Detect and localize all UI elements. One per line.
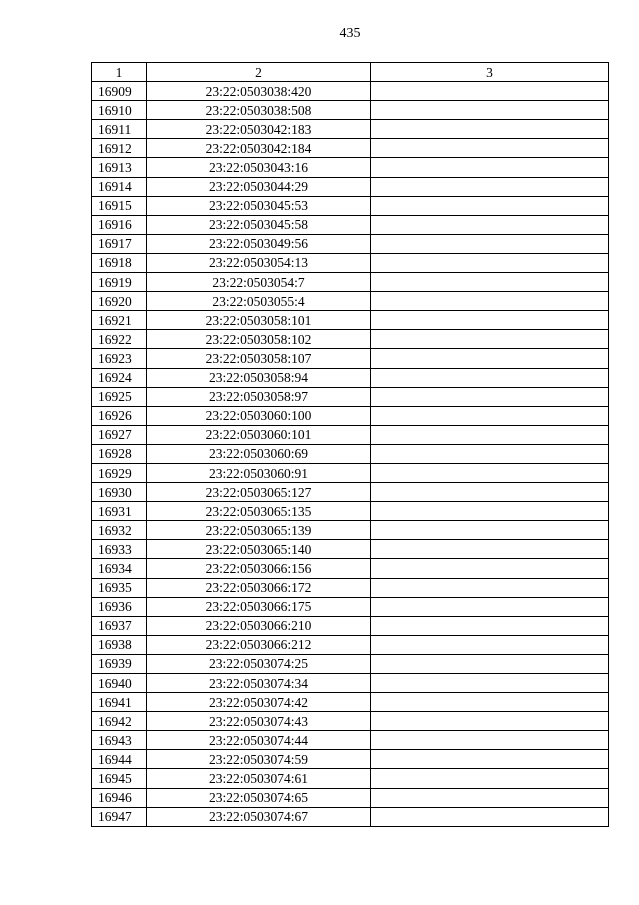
row-number-cell: 16943 [92,731,147,750]
row-number-cell: 16931 [92,502,147,521]
row-number-cell: 16910 [92,101,147,120]
row-number-cell: 16935 [92,578,147,597]
notes-cell [371,292,609,311]
table-row [92,215,609,234]
table-row [92,253,609,272]
column-header-1: 1 [92,63,147,82]
notes-cell [371,101,609,120]
column-header-2: 2 [147,63,371,82]
cadastral-number-cell: 23:22:0503074:59 [147,750,371,769]
notes-cell [371,196,609,215]
cadastral-number-cell: 23:22:0503045:53 [147,196,371,215]
row-number-cell: 16929 [92,463,147,482]
table-row [92,311,609,330]
notes-cell [371,215,609,234]
cadastral-number-cell: 23:22:0503066:175 [147,597,371,616]
notes-cell [371,597,609,616]
notes-cell [371,731,609,750]
table-row [92,463,609,482]
table-header-row [92,63,609,82]
notes-cell [371,712,609,731]
table-row [92,177,609,196]
cadastral-number-cell: 23:22:0503042:183 [147,120,371,139]
row-number-cell: 16911 [92,120,147,139]
notes-cell [371,444,609,463]
notes-cell [371,521,609,540]
cadastral-number-cell: 23:22:0503058:97 [147,387,371,406]
cadastral-number-cell: 23:22:0503054:7 [147,273,371,292]
notes-cell [371,368,609,387]
cadastral-number-cell: 23:22:0503045:58 [147,215,371,234]
table-row [92,616,609,635]
row-number-cell: 16934 [92,559,147,578]
cadastral-number-cell: 23:22:0503074:34 [147,674,371,693]
row-number-cell: 16921 [92,311,147,330]
cadastral-number-cell: 23:22:0503058:102 [147,330,371,349]
table-row [92,521,609,540]
notes-cell [371,483,609,502]
row-number-cell: 16924 [92,368,147,387]
notes-cell [371,674,609,693]
table-row [92,82,609,101]
notes-cell [371,616,609,635]
cadastral-number-cell: 23:22:0503074:44 [147,731,371,750]
cadastral-number-cell: 23:22:0503066:210 [147,616,371,635]
table-row [92,444,609,463]
cadastral-number-cell: 23:22:0503074:65 [147,788,371,807]
row-number-cell: 16936 [92,597,147,616]
table-row [92,158,609,177]
table-row [92,330,609,349]
cadastral-number-cell: 23:22:0503066:156 [147,559,371,578]
row-number-cell: 16941 [92,693,147,712]
row-number-cell: 16909 [92,82,147,101]
notes-cell [371,349,609,368]
row-number-cell: 16912 [92,139,147,158]
table-body [92,82,609,827]
row-number-cell: 16930 [92,483,147,502]
cadastral-number-cell: 23:22:0503074:61 [147,769,371,788]
cadastral-number-cell: 23:22:0503058:94 [147,368,371,387]
notes-cell [371,387,609,406]
row-number-cell: 16928 [92,444,147,463]
notes-cell [371,406,609,425]
cadastral-number-cell: 23:22:0503060:100 [147,406,371,425]
notes-cell [371,559,609,578]
notes-cell [371,273,609,292]
column-header-3: 3 [371,63,609,82]
row-number-cell: 16932 [92,521,147,540]
notes-cell [371,693,609,712]
table-row [92,578,609,597]
table-row [92,387,609,406]
cadastral-number-cell: 23:22:0503058:101 [147,311,371,330]
cadastral-number-cell: 23:22:0503066:212 [147,635,371,654]
table-row [92,635,609,654]
cadastral-number-cell: 23:22:0503044:29 [147,177,371,196]
row-number-cell: 16946 [92,788,147,807]
table-row [92,101,609,120]
cadastral-number-cell: 23:22:0503074:42 [147,693,371,712]
row-number-cell: 16919 [92,273,147,292]
cadastral-number-cell: 23:22:0503038:508 [147,101,371,120]
notes-cell [371,769,609,788]
cadastral-number-cell: 23:22:0503060:101 [147,425,371,444]
notes-cell [371,635,609,654]
table-row [92,712,609,731]
row-number-cell: 16916 [92,215,147,234]
table-row [92,273,609,292]
row-number-cell: 16914 [92,177,147,196]
row-number-cell: 16920 [92,292,147,311]
cadastral-number-cell: 23:22:0503042:184 [147,139,371,158]
notes-cell [371,788,609,807]
row-number-cell: 16918 [92,253,147,272]
cadastral-number-cell: 23:22:0503058:107 [147,349,371,368]
cadastral-number-cell: 23:22:0503074:25 [147,654,371,673]
notes-cell [371,750,609,769]
row-number-cell: 16925 [92,387,147,406]
cadastral-number-cell: 23:22:0503038:420 [147,82,371,101]
table-row [92,196,609,215]
table-row [92,750,609,769]
table-row [92,292,609,311]
notes-cell [371,82,609,101]
row-number-cell: 16933 [92,540,147,559]
table-row [92,597,609,616]
cadastral-number-cell: 23:22:0503065:127 [147,483,371,502]
notes-cell [371,158,609,177]
row-number-cell: 16913 [92,158,147,177]
table-row [92,120,609,139]
cadastral-number-cell: 23:22:0503065:140 [147,540,371,559]
cadastral-number-cell: 23:22:0503074:67 [147,807,371,826]
row-number-cell: 16915 [92,196,147,215]
row-number-cell: 16938 [92,635,147,654]
cadastral-number-cell: 23:22:0503066:172 [147,578,371,597]
cadastral-number-cell: 23:22:0503054:13 [147,253,371,272]
table-row [92,674,609,693]
page-number: 435 [339,26,361,41]
cadastral-number-cell: 23:22:0503060:91 [147,463,371,482]
cadastral-number-cell: 23:22:0503049:56 [147,234,371,253]
row-number-cell: 16940 [92,674,147,693]
table-row [92,788,609,807]
table-row [92,731,609,750]
notes-cell [371,463,609,482]
notes-cell [371,139,609,158]
cadastral-number-cell: 23:22:0503065:139 [147,521,371,540]
row-number-cell: 16937 [92,616,147,635]
table-row [92,693,609,712]
table-row [92,559,609,578]
cadastral-number-cell: 23:22:0503055:4 [147,292,371,311]
cadastral-number-cell: 23:22:0503043:16 [147,158,371,177]
table-row [92,425,609,444]
table-row [92,654,609,673]
row-number-cell: 16945 [92,769,147,788]
row-number-cell: 16923 [92,349,147,368]
table-row [92,502,609,521]
row-number-cell: 16922 [92,330,147,349]
notes-cell [371,578,609,597]
table-row [92,139,609,158]
notes-cell [371,502,609,521]
notes-cell [371,330,609,349]
table-row [92,769,609,788]
table-row [92,406,609,425]
notes-cell [371,425,609,444]
row-number-cell: 16926 [92,406,147,425]
cadastral-number-cell: 23:22:0503074:43 [147,712,371,731]
notes-cell [371,540,609,559]
notes-cell [371,120,609,139]
row-number-cell: 16942 [92,712,147,731]
notes-cell [371,311,609,330]
cadastral-number-cell: 23:22:0503065:135 [147,502,371,521]
row-number-cell: 16944 [92,750,147,769]
notes-cell [371,234,609,253]
table-row [92,483,609,502]
table-row [92,540,609,559]
notes-cell [371,807,609,826]
row-number-cell: 16927 [92,425,147,444]
table-row [92,368,609,387]
notes-cell [371,177,609,196]
table-row [92,234,609,253]
row-number-cell: 16947 [92,807,147,826]
cadastral-number-cell: 23:22:0503060:69 [147,444,371,463]
cadastral-table [91,62,609,827]
notes-cell [371,253,609,272]
notes-cell [371,654,609,673]
row-number-cell: 16939 [92,654,147,673]
row-number-cell: 16917 [92,234,147,253]
table-row [92,807,609,826]
table-row [92,349,609,368]
